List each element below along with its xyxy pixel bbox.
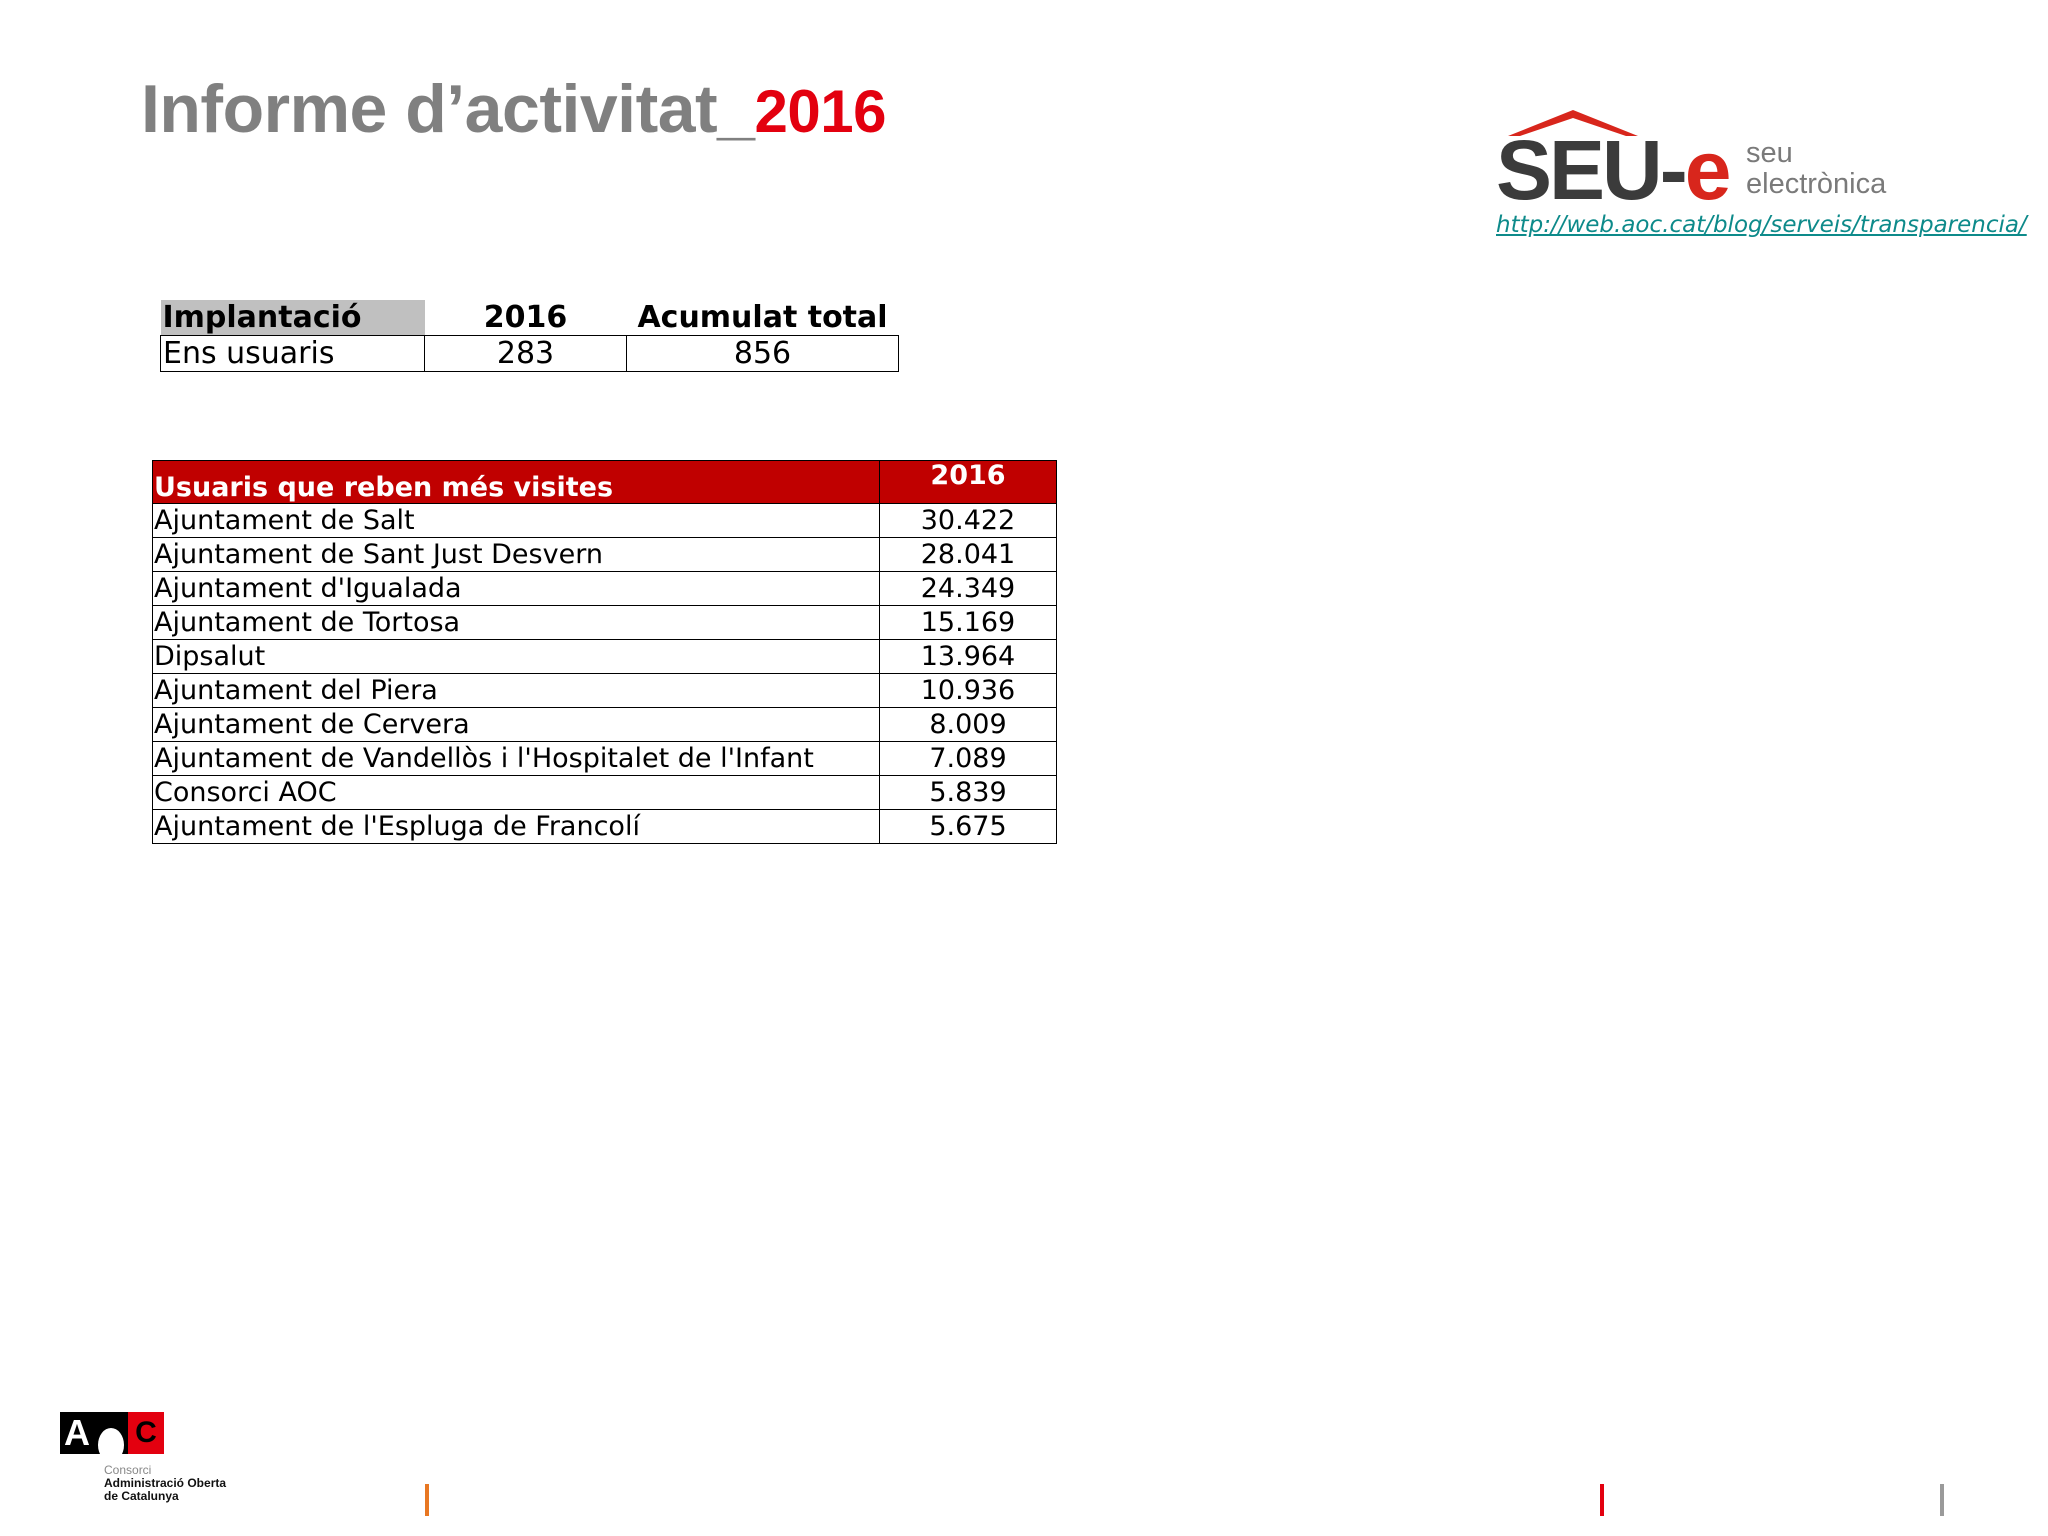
row-name: Ajuntament del Piera bbox=[153, 674, 880, 708]
row-value: 8.009 bbox=[880, 708, 1057, 742]
row-name: Dipsalut bbox=[153, 640, 880, 674]
seu-e-subtitle: seu electrònica bbox=[1746, 137, 1887, 200]
row-value: 28.041 bbox=[880, 538, 1057, 572]
table-row bbox=[153, 572, 1057, 606]
page-title bbox=[141, 70, 886, 148]
table-row bbox=[153, 810, 1057, 844]
row-name: Consorci AOC bbox=[153, 776, 880, 810]
implantacio-row-label: Ens usuaris bbox=[161, 336, 425, 372]
row-name: Ajuntament d'Igualada bbox=[153, 572, 880, 606]
aoc-logo-text: Consorci Administració Oberta de Catalunya bbox=[104, 1463, 227, 1503]
aoc-logo-mark: A C bbox=[60, 1412, 164, 1454]
implantacio-header-label: Implantació bbox=[161, 300, 425, 336]
row-value: 10.936 bbox=[880, 674, 1057, 708]
aoc-logo bbox=[60, 1412, 227, 1503]
title-text: Informe d’activitat_ bbox=[141, 71, 755, 147]
table-row bbox=[153, 708, 1057, 742]
visites-header-year: 2016 bbox=[880, 461, 1057, 504]
table-row bbox=[153, 606, 1057, 640]
row-name: Ajuntament de Tortosa bbox=[153, 606, 880, 640]
footer-divider bbox=[1600, 1484, 1604, 1516]
row-name: Ajuntament de Salt bbox=[153, 504, 880, 538]
implantacio-row bbox=[161, 336, 899, 372]
implantacio-table bbox=[160, 300, 899, 372]
title-year: 2016 bbox=[754, 78, 886, 145]
implantacio-header-total: Acumulat total bbox=[637, 300, 888, 335]
table-row bbox=[153, 640, 1057, 674]
table-row bbox=[153, 742, 1057, 776]
row-value: 15.169 bbox=[880, 606, 1057, 640]
row-value: 5.675 bbox=[880, 810, 1057, 844]
row-value: 30.422 bbox=[880, 504, 1057, 538]
visites-table bbox=[152, 460, 1057, 844]
row-name: Ajuntament de l'Espluga de Francolí bbox=[153, 810, 880, 844]
implantacio-row-year: 283 bbox=[425, 336, 627, 372]
row-value: 7.089 bbox=[880, 742, 1057, 776]
footer-divider bbox=[1940, 1484, 1944, 1516]
row-value: 24.349 bbox=[880, 572, 1057, 606]
visites-header-label: Usuaris que reben més visites bbox=[153, 461, 880, 504]
seu-e-wordmark: SEU-e bbox=[1496, 123, 1729, 217]
row-name: Ajuntament de Vandellòs i l'Hospitalet de l'Infant bbox=[153, 742, 880, 776]
implantacio-header-year: 2016 bbox=[483, 300, 568, 335]
row-name: Ajuntament de Cervera bbox=[153, 708, 880, 742]
table-row bbox=[153, 538, 1057, 572]
visites-header-row bbox=[153, 461, 1057, 504]
table-row bbox=[153, 776, 1057, 810]
implantacio-row-total: 856 bbox=[627, 336, 899, 372]
row-name: Ajuntament de Sant Just Desvern bbox=[153, 538, 880, 572]
table-row bbox=[153, 674, 1057, 708]
table-row bbox=[153, 504, 1057, 538]
transparencia-link[interactable]: http://web.aoc.cat/blog/serveis/transparencia/ bbox=[1496, 212, 2027, 238]
footer-divider bbox=[425, 1484, 429, 1516]
row-value: 13.964 bbox=[880, 640, 1057, 674]
implantacio-header-row bbox=[161, 300, 899, 336]
seu-e-logo bbox=[1496, 108, 1916, 217]
row-value: 5.839 bbox=[880, 776, 1057, 810]
